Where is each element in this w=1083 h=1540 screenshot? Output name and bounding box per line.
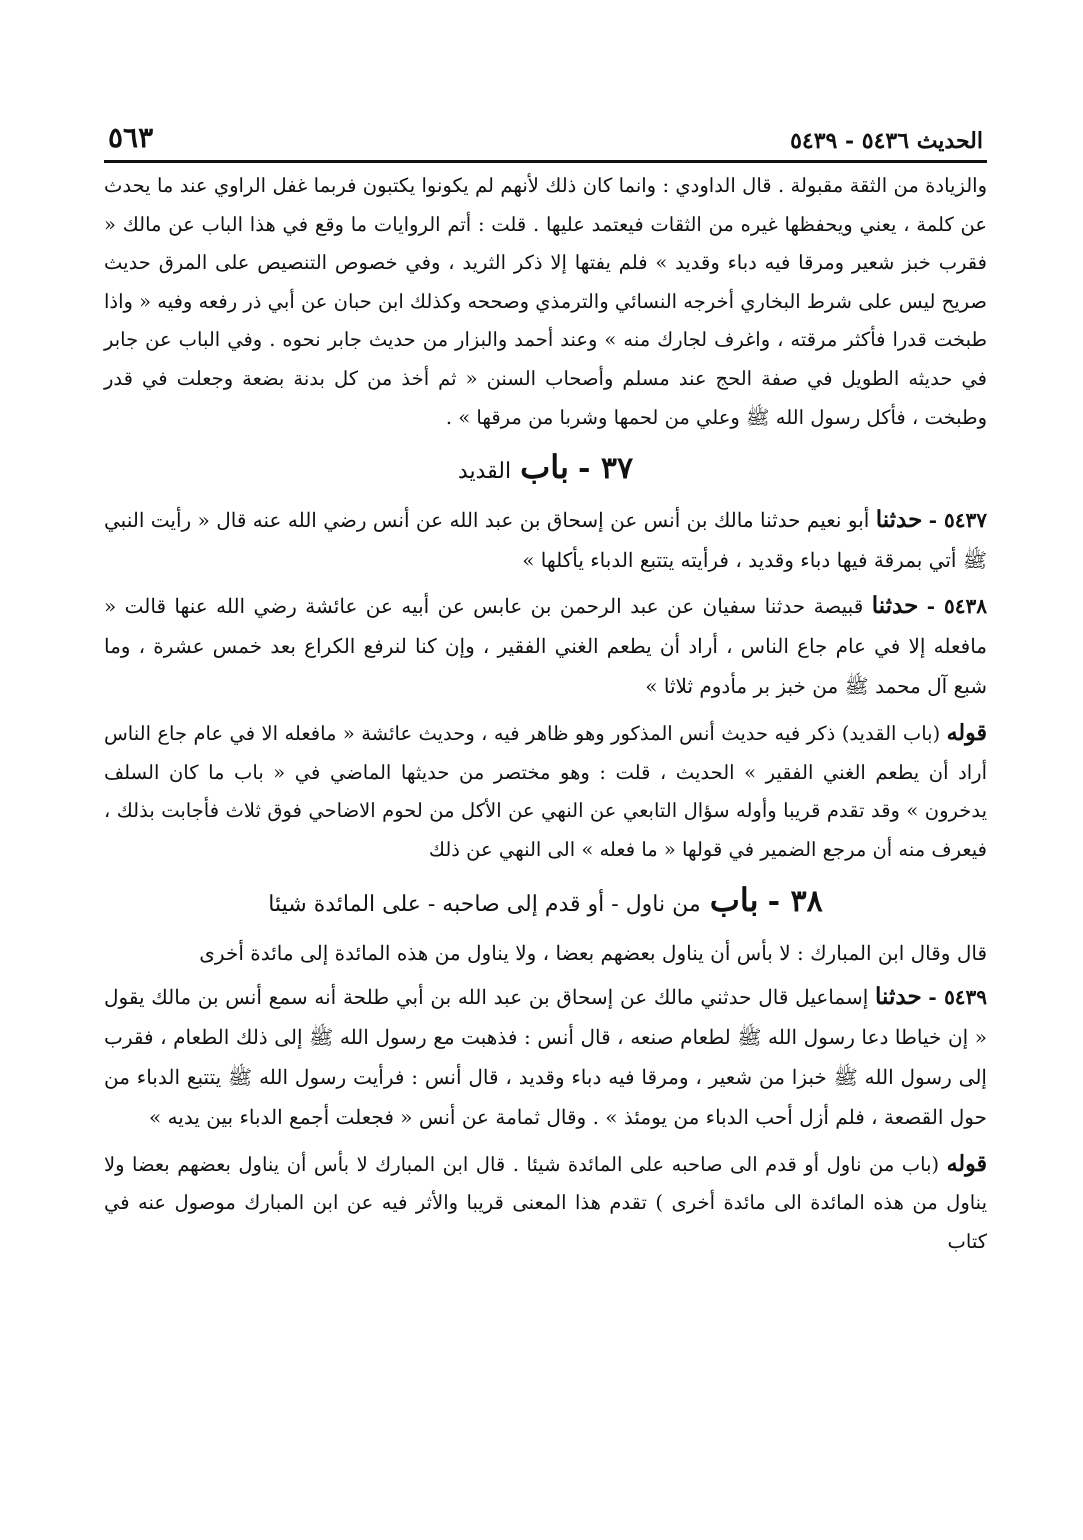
hadith-5437 [104,500,987,580]
chapter-number: ٣٨ - [767,883,823,919]
chapter-title: من ناول - أو قدم إلى صاحبه - على المائدة شيئا [268,891,701,917]
hadith-keyword: حدثنا [875,982,922,1010]
commentary-37 [104,714,987,869]
chapter-word: باب [520,448,569,487]
hadith-text: قبيصة حدثنا سفيان عن عبد الرحمن بن عابس عن أبيه عن عائشة رضي الله عنها قالت « مافعله إلا في عام جاع الناس ، أراد أن يطعم الغني الفقير ، وإن كنا لنرفع الكراع بعد خمس عشرة ، وما شبع آل محمد ﷺ من خبز بر مأدوم ثلاثا » [104,594,987,699]
commentary-text: (باب القديد) ذكر فيه حديث أنس المذكور وهو ظاهر فيه ، وحديث عائشة « مافعله الا في عام جاع الناس أراد أن يطعم الغني الفقير » الحديث ، قلت : وهو مختصر من حديثها الماضي في « باب ما كان السلف يدخرون » وقد تقدم قريبا وأوله سؤال التابعي عن النهي عن الأكل من لحوم الاضاحي فوق ثلاث فأجابت بذلك ، فيعرف منه أن مرجع الضمير في قولها « ما فعله » الى النهي عن ذلك [104,722,987,861]
commentary-text: (باب من ناول أو قدم الى صاحبه على المائدة شيئا . قال ابن المبارك لا بأس أن يناول بعضهم بعضا ولا يناول من هذه المائدة الى مائدة أخرى ) تقدم هذا المعنى قريبا والأثر فيه عن ابن المبارك موصول عنه في كتاب [104,1152,987,1253]
commentary-keyword: قوله [946,720,988,747]
hadith-number: ٥٤٣٨ - [926,594,988,619]
hadith-number: ٥٤٣٧ - [928,508,987,533]
chapter-word: باب [709,880,759,919]
hadith-text: أبو نعيم حدثنا مالك بن أنس عن إسحاق بن عبد الله عن أنس رضي الله عنه قال « رأيت النبي ﷺ أتي بمرقة فيها دباء وقديد ، فرأيته يتتبع الدباء يأكلها » [104,508,987,573]
commentary-keyword: قوله [946,1150,987,1177]
intro-paragraph: والزيادة من الثقة مقبولة . قال الداودي : وانما كان ذلك لأنهم لم يكونوا يكتبون فربما غفل الراوي عند ما يحدث عن كلمة ، يعني ويحفظها غيره من الثقات فيعتمد عليها . قلت : أتم الروايات ما وقع في هذا الباب عن مالك « فقرب خبز شعير ومرقا فيه دباء وقديد » فلم يفتها إلا ذكر الثريد ، وفي خصوص التنصيص على المرق حديث صريح ليس على شرط البخاري أخرجه النسائي والترمذي وصححه وكذلك ابن حبان عن أبي ذر رفعه وفيه « واذا طبخت قدرا فأكثر مرقته ، واغرف لجارك منه » وعند أحمد والبزار من حديث جابر نحوه . وفي الباب عن جابر في حديثه الطويل في صفة الحج عند مسلم وأصحاب السنن « ثم أخذ من كل بدنة بضعة وجعلت في قدر وطبخت ، فأكل رسول الله ﷺ وعلي من لحمها وشربا من مرقها » . [104,174,987,429]
running-title: الحديث ٥٤٣٦ - ٥٤٣٩ [790,128,983,154]
hadith-text: إسماعيل قال حدثني مالك عن إسحاق بن عبد الله بن أبي طلحة أنه سمع أنس بن مالك يقول « إن خياطا دعا رسول الله ﷺ لطعام صنعه ، قال أنس : فذهبت مع رسول الله ﷺ إلى ذلك الطعام ، فقرب إلى رسول الله ﷺ خبزا من شعير ، ومرقا فيه دباء وقديد ، قال أنس : فرأيت رسول الله ﷺ يتتبع الدباء من حول القصعة ، فلم أزل أحب الدباء من يومئذ » . وقال ثمامة عن أنس « فجعلت أجمع الدباء بين يديه » [104,984,987,1129]
page-header [104,112,987,163]
hadith-5438 [104,586,987,706]
chapter-38-note: قال وقال ابن المبارك : لا بأس أن يناول بعضهم بعضا ، ولا يناول من هذه المائدة إلى مائدة أخرى [199,940,987,965]
hadith-5439 [104,977,987,1137]
page-number: ٥٦٣ [108,121,154,154]
chapter-heading-37 [104,445,987,494]
chapter-title: القديد [457,459,512,485]
hadith-keyword: حدثنا [875,506,923,534]
chapter-number: ٣٧ - [577,451,634,487]
hadith-number: ٥٤٣٩ - [928,984,988,1009]
chapter-heading-38 [104,878,987,927]
commentary-38 [104,1145,987,1262]
hadith-keyword: حدثنا [871,592,919,620]
